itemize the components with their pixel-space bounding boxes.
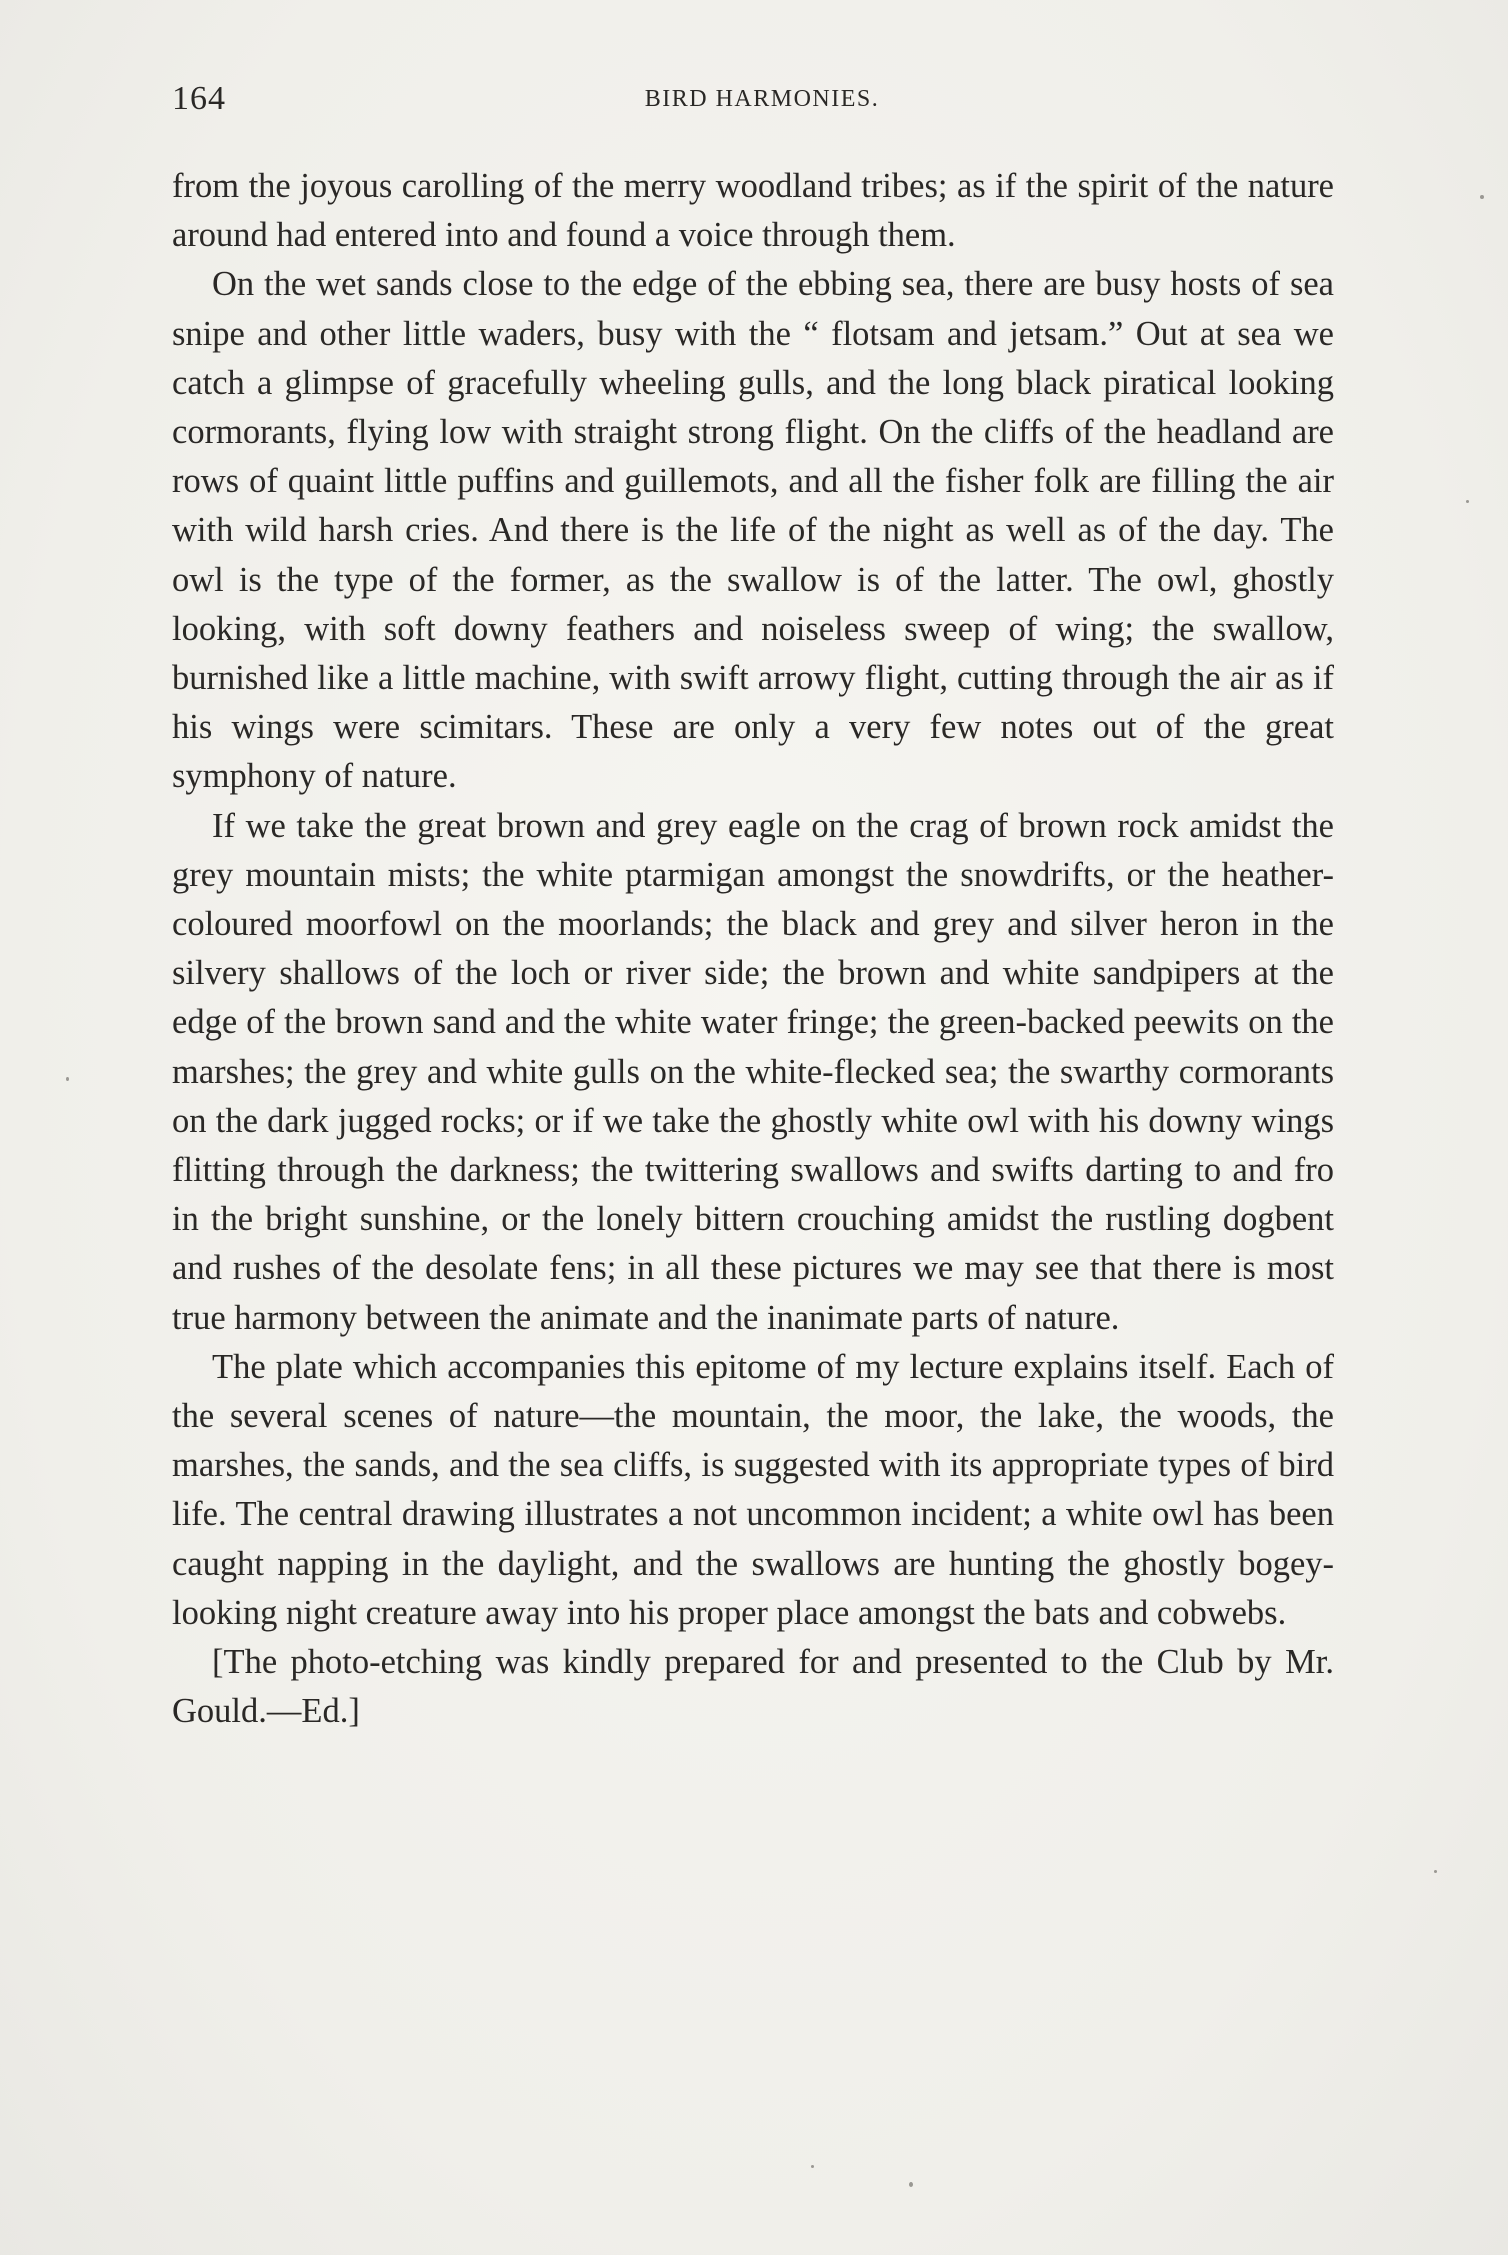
paragraph-editor-note: [The photo-etching was kindly prepared for and presented to the Club by Mr. Gould.—Ed.]: [172, 1643, 1334, 1731]
paper-speck: [811, 2165, 814, 2168]
paper-speck: [66, 1077, 69, 1081]
running-title: BIRD HARMONIES.: [644, 86, 880, 112]
paper-speck: [1480, 195, 1484, 199]
page-number: 164: [172, 80, 226, 117]
paragraph-bird-pictures: If we take the great brown and grey eagle on the crag of brown rock amidst the grey mountain mists; the white ptarmigan amongst the snowdrifts, or the heather-coloured moorfowl on the moorlands; the black and grey and silver heron in the silvery shallows of the loch or river side; the brown and white sandpipers at the edge of the brown sand and the white water fringe; the green-backed peewits on the marshes; the grey and white gulls on the white-flecked sea; the swarthy cormorants on the dark jugged rocks; or if we take the ghostly white owl with his downy wings flitting through the darkness; the twittering swallows and swifts darting to and fro in the bright sunshine, or the lonely bittern crouching amidst the rustling dogbent and rushes of the desolate fens; in all these pictures we may see that there is most true harmony between the animate and the inanimate parts of nature.: [172, 806, 1334, 1337]
paragraph-sea-birds: On the wet sands close to the edge of the ebbing sea, there are busy hosts of sea snipe and other little waders, busy with the “ flotsam and jetsam.” Out at sea we catch a glimpse of gracefully wheeling gulls, and the long black piratical looking cormorants, flying low with straight strong flight. On the cliffs of the headland are rows of quaint little puffins and guillemots, and all the fisher folk are filling the air with wild harsh cries. And there is the life of the night as well as of the day. The owl is the type of the former, as the swallow is of the latter. The owl, ghostly looking, with soft downy feathers and noiseless sweep of wing; the swallow, burnished like a little machine, with swift arrowy flight, cutting through the air as if his wings were scimitars. These are only a very few notes out of the great symphony of nature.: [172, 265, 1334, 796]
running-head: [172, 80, 1332, 130]
paragraph-continued: from the joyous carolling of the merry woodland tribes; as if the spirit of the nature around had entered into and found a voice through them.: [172, 167, 1334, 255]
body-text: [172, 162, 1334, 1737]
paper-speck: [1466, 500, 1469, 503]
paper-speck: [1434, 1870, 1437, 1873]
paragraph-plate: The plate which accompanies this epitome of my lecture explains itself. Each of the several scenes of nature—the mountain, the moor, the lake, the woods, the marshes, the sands, and the sea cliffs, is suggested with its appropriate types of bird life. The central drawing illustrates a not uncommon incident; a white owl has been caught napping in the daylight, and the swallows are hunting the ghostly bogey-looking night creature away into his proper place amongst the bats and cobwebs.: [172, 1347, 1334, 1632]
paper-speck: [909, 2182, 913, 2187]
